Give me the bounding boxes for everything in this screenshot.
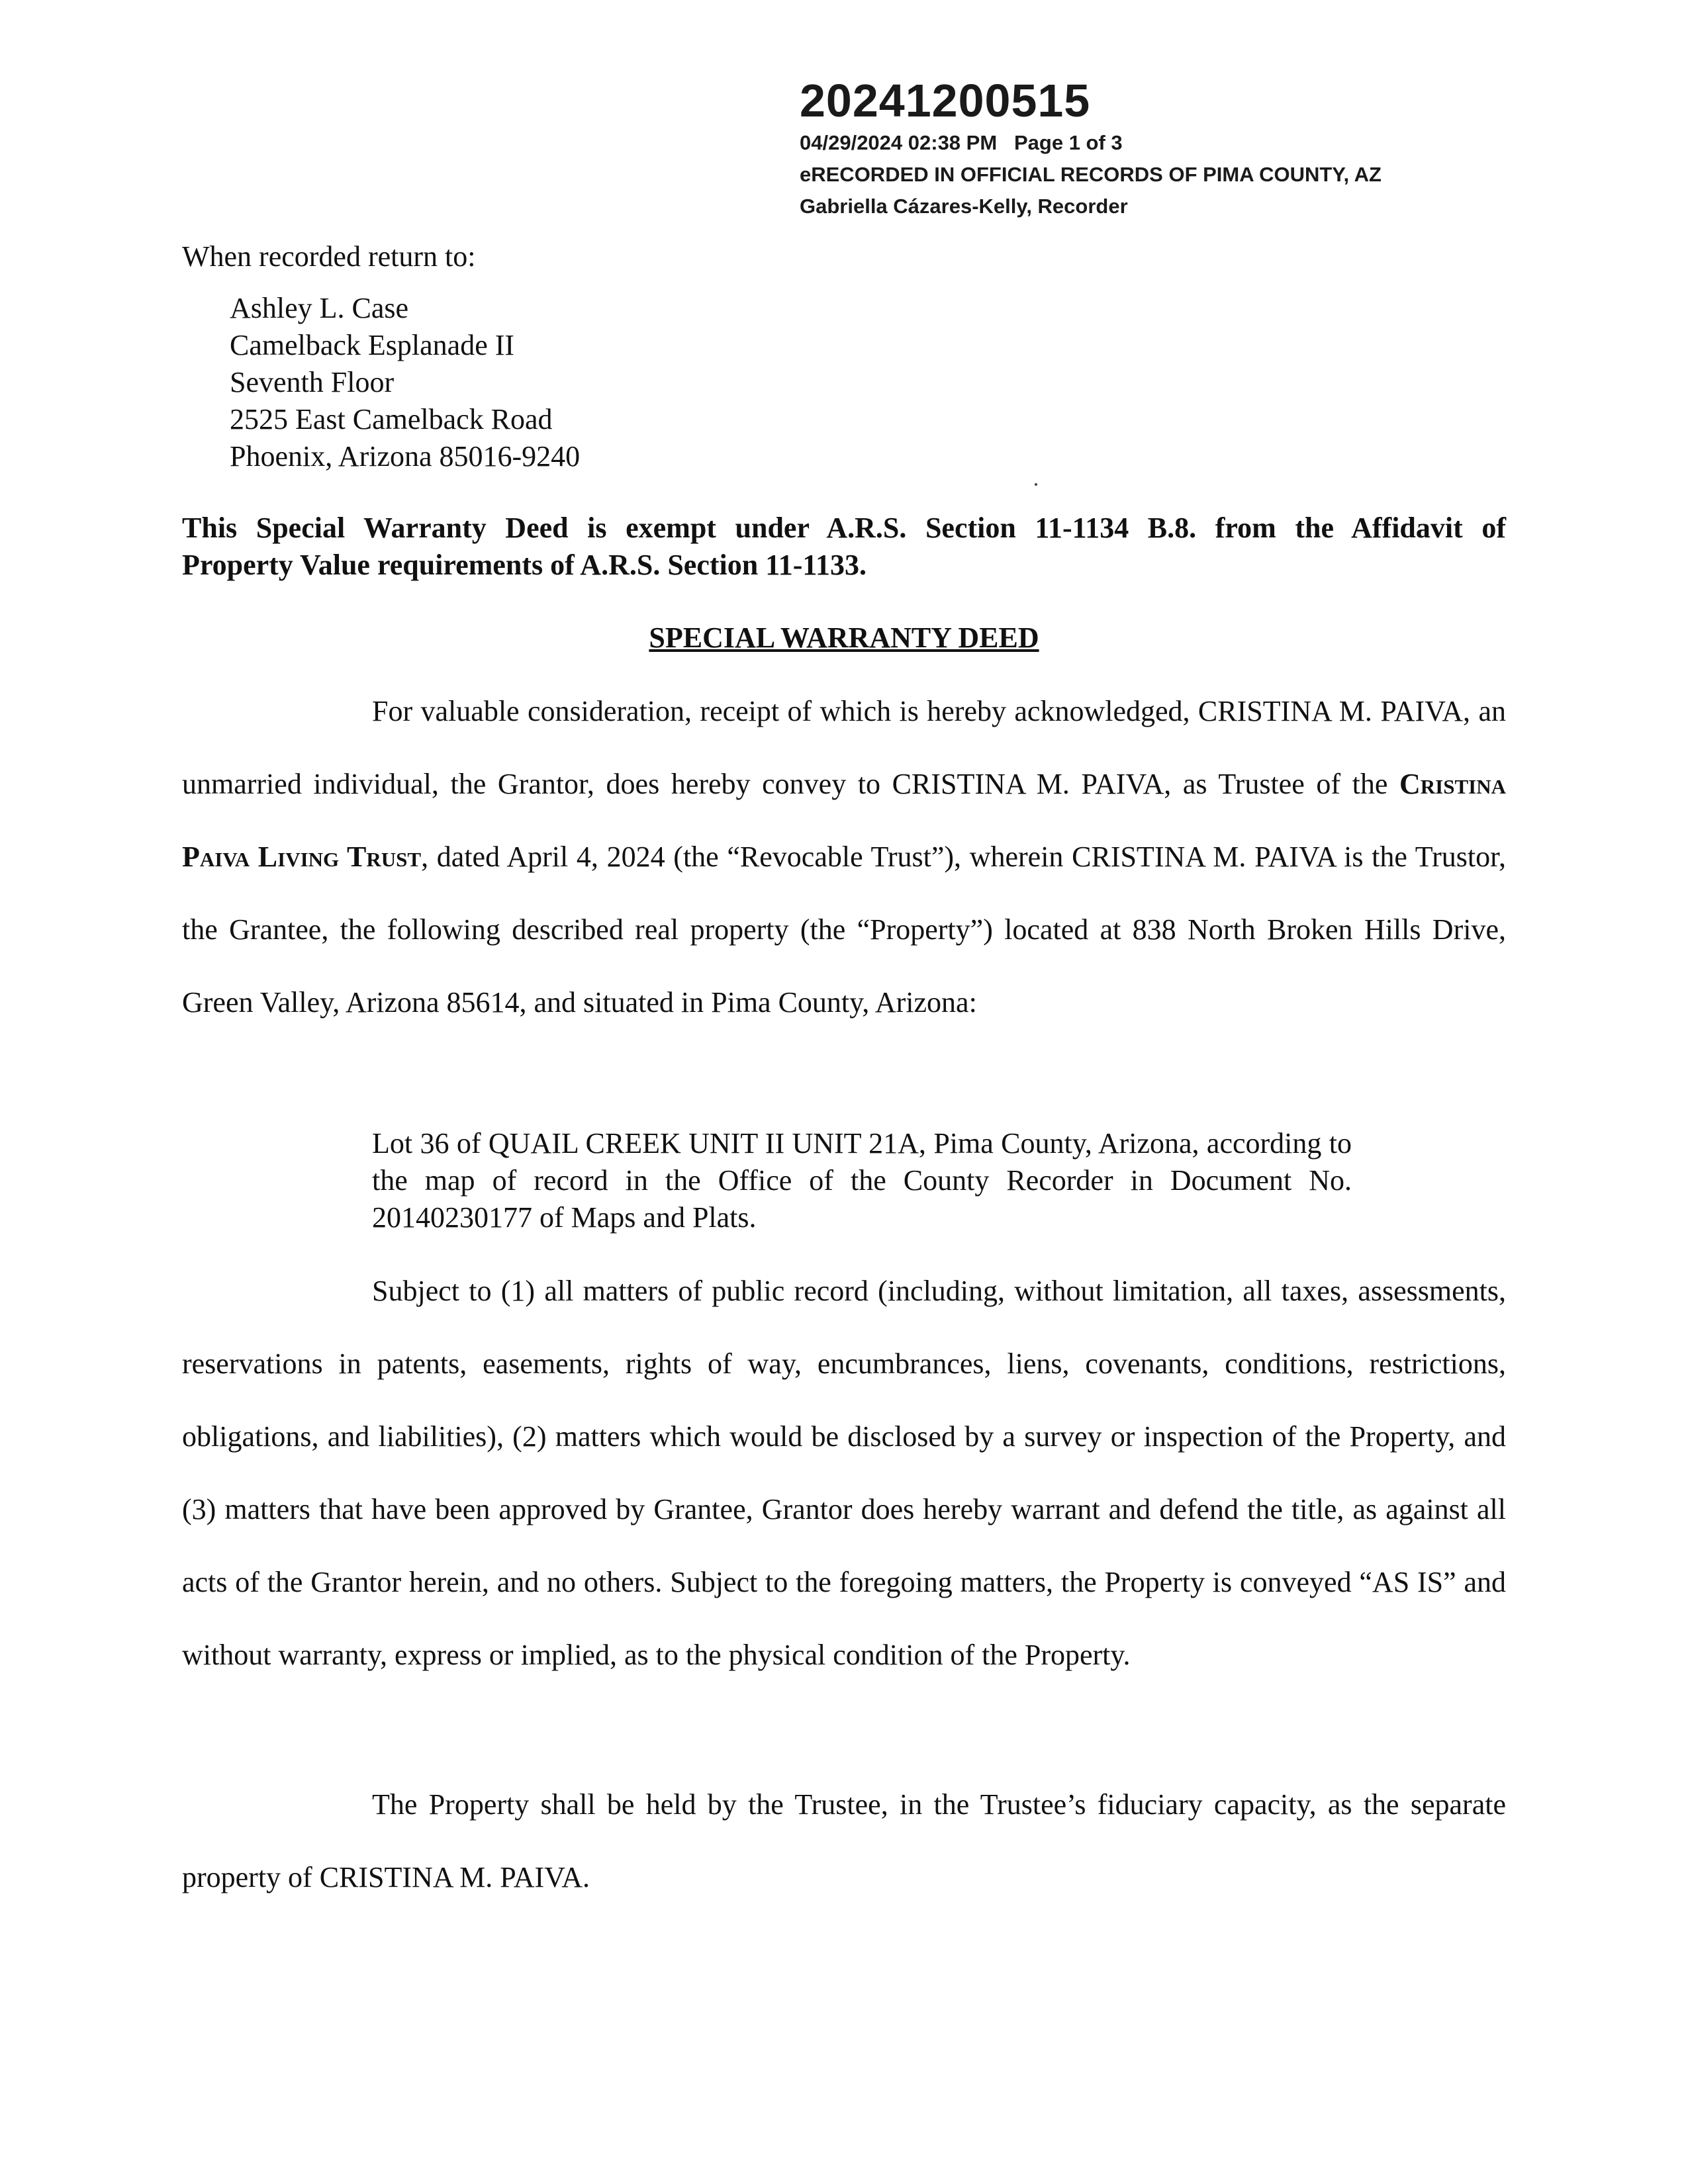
recorder-name: Gabriella Cázares-Kelly, Recorder [800, 195, 1128, 218]
exemption-line-2: Property Value requirements of A.R.S. Section 11-1133. [182, 549, 867, 581]
recording-stamp [800, 74, 1382, 222]
recording-timestamp: 04/29/2024 02:38 PM Page 1 of 3 [800, 131, 1123, 154]
return-address [230, 290, 580, 475]
return-name: Ashley L. Case [230, 292, 409, 324]
exemption-line-1: This Special Warranty Deed is exempt under A.R.S. Section 11-1134 B.8. from the Affidavit of [182, 512, 1506, 544]
exemption-notice [182, 510, 1506, 584]
return-to-label: When recorded return to: [182, 240, 476, 273]
return-city: Phoenix, Arizona 85016-9240 [230, 440, 581, 473]
subject-to-paragraph: Subject to (1) all matters of public record (including, without limitation, all taxes, assessments, reservations in patents, easements, rights of way, encumbrances, liens, covenants, conditions, restrictions, obligations, and liabilities), (2) matters which would be disclosed by a survey or inspection of the Property, and (3) matters that have been approved by Grantee, Grantor does hereby warrant and defend the title, as against all acts of the Grantor herein, and no others. Subject to the foregoing matters, the Property is conveyed “AS IS” and without warranty, express or implied, as to the physical condition of the Property. [182, 1275, 1506, 1671]
document-number: 20241200515 [800, 75, 1091, 126]
trustee-paragraph: The Property shall be held by the Trustee, in the Trustee’s fiduciary capacity, as the separate property of CRISTINA M. PAIVA. [182, 1788, 1506, 1893]
conveyance-text-start: For valuable consideration, receipt of which is hereby acknowledged, CRISTINA M. PAIVA, an unmarried individual, the Grantor, does hereby convey to CRISTINA M. PAIVA, as Trustee of the [182, 695, 1506, 800]
return-floor: Seventh Floor [230, 366, 395, 398]
return-street: 2525 East Camelback Road [230, 403, 553, 435]
conveyance-text-end: , dated April 4, 2024 (the “Revocable Trust”), wherein CRISTINA M. PAIVA is the Trustor, the Grantee, the following described real property (the “Property”) located at 838 North Broken Hills Drive, Green Valley, Arizona 85614, and situated in Pima County, Arizona: [182, 841, 1507, 1019]
stray-mark [1035, 483, 1037, 486]
recording-office: eRECORDED IN OFFICIAL RECORDS OF PIMA COUNTY, AZ [800, 163, 1382, 186]
deed-title: SPECIAL WARRANTY DEED [649, 621, 1039, 654]
conveyance-paragraph [182, 675, 1506, 1039]
legal-description: Lot 36 of QUAIL CREEK UNIT II UNIT 21A, Pima County, Arizona, according to the map of record in the Office of the County Recorder in Document No. 20140230177 of Maps and Plats. [372, 1127, 1352, 1234]
return-building: Camelback Esplanade II [230, 329, 515, 361]
trust-name: Cristina Paiva Living Trust [182, 768, 1506, 873]
